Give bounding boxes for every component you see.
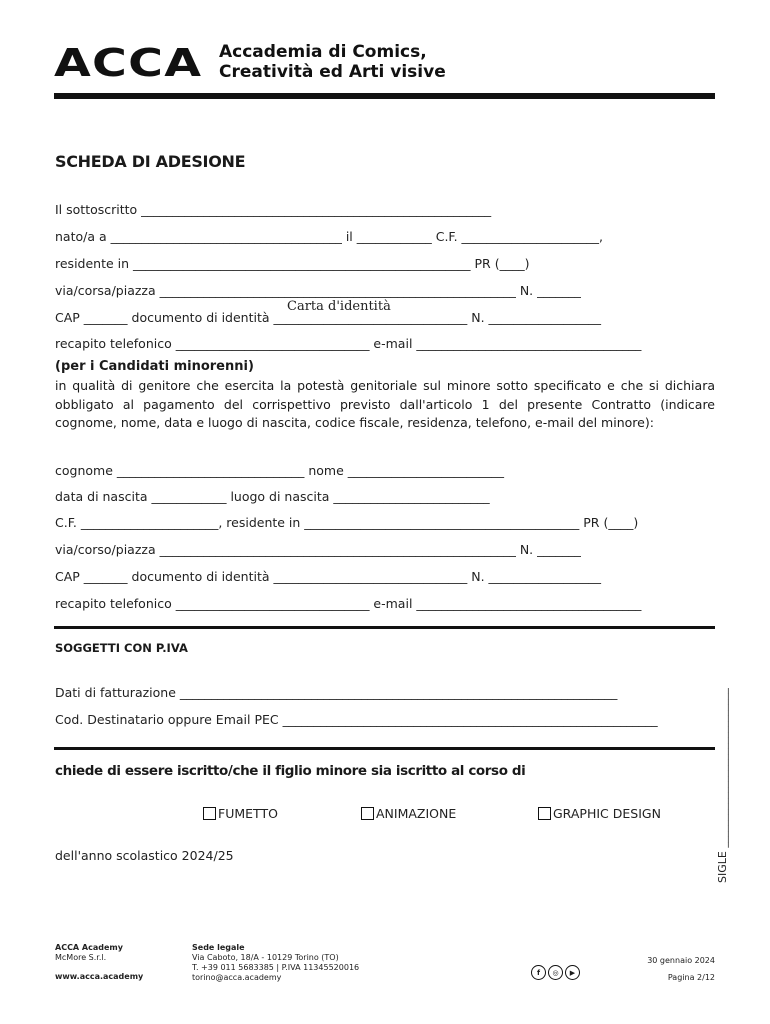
- footer-seat-email: torino@acca.academy: [192, 973, 282, 982]
- minor-field-indirizzo[interactable]: via/corso/piazza _________________________________________________________ N. _______: [55, 542, 581, 557]
- field-contatti[interactable]: recapito telefonico _______________________________ e-mail ____________________________________: [55, 336, 642, 351]
- footer-web[interactable]: www.acca.academy: [55, 972, 144, 981]
- minor-field-cap-documento[interactable]: CAP _______ documento di identità _______________________________ N. __________________: [55, 569, 602, 584]
- facebook-icon[interactable]: f: [531, 965, 546, 980]
- minor-field-cognome-nome[interactable]: cognome ______________________________ nome _________________________: [55, 463, 504, 478]
- minor-paragraph: in qualità di genitore che esercita la potestà genitoriale sul minore sotto specificato e che si dichiara obbligato al pagamento del corrispettivo previsto dall'articolo 1 del presente Contratto (indicare cognome, nome, data e luogo di nascita, codice fiscale, residenza, telefono, e-mail del minore):: [55, 378, 715, 430]
- field-nascita-cf[interactable]: nato/a a _____________________________________ il ____________ C.F. ______________________,: [55, 229, 604, 244]
- brand-line-2: Creatività ed Arti visive: [219, 62, 446, 82]
- checkbox[interactable]: [538, 807, 551, 820]
- course-label: FUMETTO: [218, 806, 278, 821]
- youtube-icon[interactable]: ▶: [565, 965, 580, 980]
- checkbox[interactable]: [203, 807, 216, 820]
- social-links: [531, 965, 580, 980]
- course-option-graphic-design[interactable]: [538, 806, 661, 821]
- field-indirizzo[interactable]: via/corsa/piazza _________________________________________________________ N. _______: [55, 283, 581, 298]
- footer-org-name: ACCA Academy: [55, 943, 123, 952]
- footer-seat-address: Via Caboto, 18/A - 10129 Torino (TO): [192, 953, 339, 962]
- brand-name: [219, 42, 446, 82]
- field-pec[interactable]: Cod. Destinatario oppure Email PEC ____________________________________________________________: [55, 712, 658, 727]
- course-label: ANIMAZIONE: [376, 806, 457, 821]
- footer-seat: [192, 943, 359, 983]
- acca-logo: ACCA: [54, 41, 203, 85]
- page-number: Pagina 2/12: [667, 973, 715, 982]
- header-divider: [54, 93, 715, 99]
- sigle-label: SIGLE _____________________________: [716, 688, 729, 883]
- footer-seat-phone: T. +39 011 5683385 | P.IVA 11345520016: [192, 963, 360, 972]
- school-year: dell'anno scolastico 2024/25: [55, 848, 234, 863]
- field-fatturazione[interactable]: Dati di fatturazione ______________________________________________________________________: [55, 685, 618, 700]
- course-option-fumetto[interactable]: [203, 806, 278, 821]
- field-sottoscritto[interactable]: Il sottoscritto ________________________________________________________: [55, 202, 492, 217]
- section-divider: [54, 626, 715, 629]
- minor-field-nascita[interactable]: data di nascita ____________ luogo di nascita _________________________: [55, 489, 490, 504]
- section-divider: [54, 747, 715, 750]
- course-option-animazione[interactable]: [361, 806, 456, 821]
- document-type-value: Carta d'identità: [287, 299, 391, 314]
- footer-seat-title: Sede legale: [192, 943, 245, 952]
- brand-line-1: Accademia di Comics,: [219, 42, 427, 62]
- checkbox[interactable]: [361, 807, 374, 820]
- minor-heading: (per i Candidati minorenni): [55, 359, 254, 374]
- minor-field-contatti[interactable]: recapito telefonico _______________________________ e-mail ____________________________________: [55, 596, 642, 611]
- instagram-icon[interactable]: ◎: [548, 965, 563, 980]
- piva-heading: SOGGETTI CON P.IVA: [55, 641, 188, 655]
- footer-company: McMore S.r.l.: [55, 953, 107, 962]
- field-residenza[interactable]: residente in ______________________________________________________ PR (____): [55, 256, 530, 271]
- field-cap-documento[interactable]: CAP _______ documento di identità _______________________________ N. __________________: [55, 310, 602, 325]
- sigle-field[interactable]: [716, 688, 766, 883]
- footer-date: 30 gennaio 2024: [647, 956, 715, 965]
- course-request-heading: chiede di essere iscritto/che il figlio minore sia iscritto al corso di: [55, 763, 526, 779]
- footer-org: [55, 943, 123, 963]
- course-label: GRAPHIC DESIGN: [553, 806, 661, 821]
- page-title: SCHEDA DI ADESIONE: [55, 152, 246, 171]
- minor-field-cf-residenza[interactable]: C.F. ______________________, residente in ____________________________________________ PR (____): [55, 515, 639, 530]
